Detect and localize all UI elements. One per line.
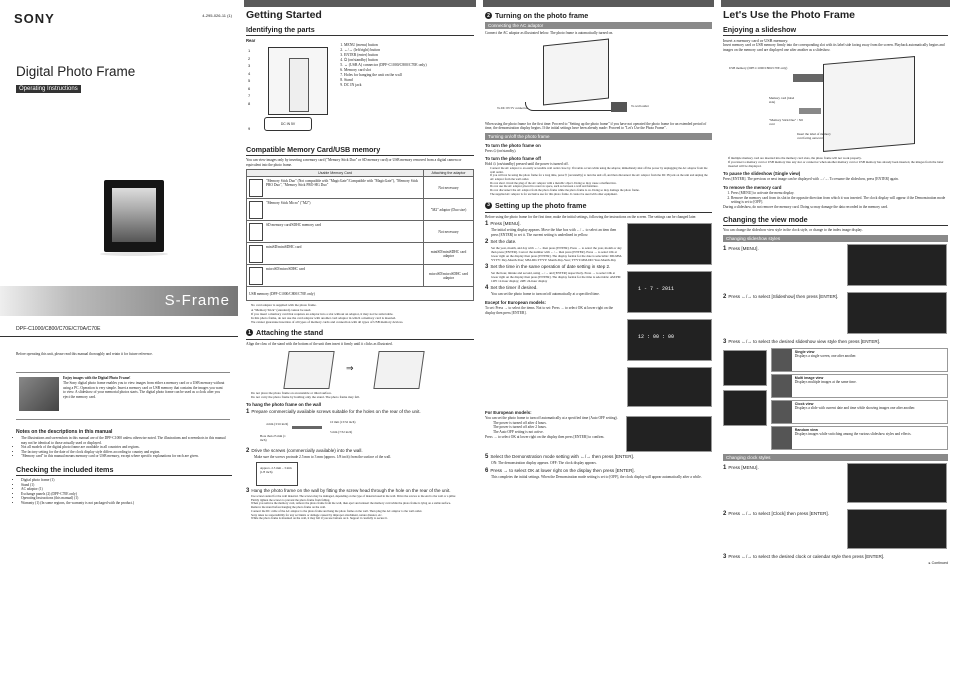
table-row bbox=[247, 265, 474, 287]
intro-text: Before operating this unit, please read this manual thoroughly and retain it for future reference. bbox=[16, 352, 153, 356]
callout-5: 5 bbox=[248, 78, 251, 84]
part-item: 9. DC IN jack bbox=[344, 83, 476, 88]
check-heading: Checking the included items bbox=[16, 464, 114, 474]
except-text: To set: Press → to select the items. Not to set: Press → to select OK at lower right on the display then press [ENTER]. bbox=[485, 305, 614, 315]
compat-intro: You can view images only by inserting a memory card ("Memory Stick Duo" or SD memory card) or USB memory removed from a digital camera or equivalent into the photo frame. bbox=[246, 158, 462, 167]
clock-step-1: 1 Press [MENU]. bbox=[723, 464, 759, 471]
parts-rule bbox=[246, 35, 474, 36]
note-item: • Do not short circuit the plug of the AC adaptor with a metallic object. Doing so may cause a malfunction. bbox=[490, 182, 712, 186]
callout-8: 8 bbox=[248, 100, 251, 106]
on-heading: To turn the photo frame on bbox=[485, 142, 541, 148]
table-header: Usable Memory Card bbox=[247, 170, 424, 177]
table-row bbox=[247, 221, 474, 243]
ac-text: Connect the AC adaptor as illustrated below. The photo frame is automatically turned on. bbox=[485, 31, 614, 35]
screw-label: 10 mm (13/32 inch) bbox=[330, 420, 356, 425]
pause-text: Press [ENTER]. The previous or next image can be displayed with ←/→. To resume the slideshow, press [ENTER] again. bbox=[723, 177, 899, 182]
note-item: • Connect the DC cable of the AC adaptor to the photo frame and hang the photo frame on the wall. Then plug the AC adaptor to the wall outlet. bbox=[251, 510, 474, 514]
included-item: • Operating Instructions (this manual) (1) bbox=[21, 496, 232, 501]
off-text: Hold ⏻ (on/standby) pressed until the power is turned off. bbox=[485, 162, 569, 167]
remove-step: 1. Press [MENU] to activate the menu display. bbox=[731, 191, 948, 196]
frame-photo bbox=[112, 188, 156, 242]
wall-diagram bbox=[246, 460, 474, 486]
callout-7: 7 bbox=[248, 93, 251, 99]
setup-intro: Before using the photo frame for the first time, make the initial settings, following the instructions on the screen. The settings can be changed later. bbox=[485, 214, 697, 219]
menu-screen-1 bbox=[847, 244, 947, 286]
date-screen bbox=[627, 271, 712, 313]
compat-table bbox=[246, 169, 474, 301]
table-cell: "M2" adaptor (Duo size) bbox=[424, 199, 474, 221]
compat-heading: Compatible Memory Card/USB memory bbox=[246, 145, 381, 155]
setup-step-3: 3 Set the time in the same operation of date setting in step 2. bbox=[485, 264, 611, 271]
note-item: • Do not use the AC adaptor placed in a narrow space, such as between a wall and furniture. bbox=[490, 185, 712, 189]
mode-random-view bbox=[771, 426, 948, 450]
parts-list bbox=[336, 43, 476, 88]
stand-step-b bbox=[373, 351, 424, 389]
sony-logo: SONY bbox=[14, 11, 55, 26]
clock-step-2: 2 Press ←/→ to select [Clock] then press [ENTER]. bbox=[723, 510, 829, 517]
note-item: • Do not place the photo frame on an unstable or tilted surface. bbox=[251, 391, 474, 395]
auto-off-screen bbox=[626, 416, 712, 452]
insert-diagram bbox=[723, 52, 948, 156]
menu-screen bbox=[627, 223, 712, 265]
callout-2: 2 bbox=[248, 55, 251, 61]
insert-label: USB memory (DPF-C1000/C800/C70E only) bbox=[729, 66, 788, 71]
wall-step-2: 2 Drive the screws (commercially available) into the wall. bbox=[246, 448, 363, 455]
table-row bbox=[247, 177, 474, 199]
usage-title: Let's Use the Photo Frame bbox=[723, 9, 856, 21]
items-list bbox=[16, 478, 232, 506]
compat-rule bbox=[246, 155, 474, 156]
ac-adaptor-icon bbox=[611, 102, 627, 112]
note-item: • If you insert a memory card or USB memory into any slot or connector when another memory card or USB memory has already been inserted, the images from the latter inserted will be displayed. bbox=[728, 160, 948, 168]
mode-multi-view bbox=[771, 374, 948, 398]
setup-step-6-detail: This completes the initial settings. When the Demonstration mode setting is set to [OFF], the clock display will appear automatically after a while. bbox=[491, 474, 702, 479]
note-item: • If you insert a memory card that requires an adaptor into a slot without an adaptor, it may not be removable. bbox=[251, 312, 474, 316]
part-item: 3. ENTER (enter) button bbox=[344, 53, 476, 58]
remove-step: 2. Remove the memory card from its slot in the opposite direction from which it was inserted. The clock display will appear if the Demonstration mode setting is set to [OFF]. bbox=[731, 196, 948, 205]
setup-step-1-detail: The initial setting display appears. Move the blue box with ←/→ to select an item then press [ENTER] to set it. The current setting is underlined in yellow. bbox=[491, 228, 617, 237]
parts-heading: Identifying the parts bbox=[246, 25, 315, 34]
included-item: • Stand (1) bbox=[21, 483, 232, 488]
date-readout: 1 - 7 - 2011 bbox=[638, 286, 675, 293]
table-cell: microSD/microSDHC card bbox=[247, 265, 424, 287]
table-row bbox=[247, 243, 474, 265]
cover-divider bbox=[0, 336, 238, 337]
table-cell: Not necessary bbox=[424, 221, 474, 243]
stand-text: Align the claw of the stand with the bottom of the unit then insert it firmly until it clicks as illustrated. bbox=[246, 342, 393, 347]
included-item: • AC adaptor (1) bbox=[21, 487, 232, 492]
part-item: 6. Memory card slot bbox=[344, 68, 476, 73]
top-bar bbox=[244, 0, 476, 7]
style-screen bbox=[723, 350, 767, 386]
note-item: • When you remove the memory card, remove the photo frame from the wall, then eject and reinsert the memory card while the photo frame is lying on a stable surface. bbox=[251, 502, 474, 506]
photo-frame-illustration bbox=[104, 180, 164, 252]
slide-step-3: 3 Press ←/→ to select the desired slideshow view style then press [ENTER]. bbox=[723, 338, 881, 345]
continued-label: ▸ Continued bbox=[928, 560, 948, 565]
rear-diagram bbox=[246, 43, 474, 135]
parts-callout-numbers bbox=[248, 47, 250, 133]
part-item: 1. MENU (menu) button bbox=[344, 43, 476, 48]
rear-stand bbox=[289, 58, 309, 112]
part-item: 8. Stand bbox=[344, 78, 476, 83]
table-cell: "Memory Stick Micro" ("M2") bbox=[247, 199, 424, 221]
rear-label: Rear bbox=[246, 38, 256, 43]
table-cell: USB memory (DPF-C1000/C800/C70E only) bbox=[247, 287, 474, 301]
ac-label: To wall outlet bbox=[631, 103, 649, 108]
arrow-icon: ⇒ bbox=[346, 363, 354, 373]
pause-heading: To pause the slideshow (Single view) bbox=[723, 171, 801, 177]
slide-step-1: 1 Press [MENU]. bbox=[723, 245, 759, 252]
cover-title: Digital Photo Frame bbox=[16, 64, 136, 79]
notes-list bbox=[16, 436, 232, 459]
getting-started-title: Getting Started bbox=[246, 9, 322, 21]
note-item: • If you will not be using the photo frame for a long time, press ⏻ (on/standby) to turn the unit off, and then disconnect the AC adaptor from the DC IN jack on the unit and unplug the AC adaptor from the wall outlet. bbox=[490, 174, 712, 181]
frame-side-illustration bbox=[543, 38, 609, 105]
frame-stand-shadow bbox=[100, 252, 168, 256]
card-icon bbox=[249, 179, 263, 197]
step-number-icon: 2 bbox=[485, 12, 492, 19]
top-bar bbox=[721, 0, 950, 7]
stand-step-a bbox=[283, 351, 334, 389]
card-icon bbox=[249, 223, 263, 241]
getting-started-column bbox=[244, 0, 476, 677]
setup-step-5: 5 Select the Demonstration mode setting with ←/→ then press [ENTER]. bbox=[485, 454, 635, 461]
note-item: • The factory setting for the date of the clock display style differs according to country and region. bbox=[21, 450, 232, 455]
mode-desc: Displays multiple images at the same time. bbox=[794, 380, 857, 385]
insert-label: Insert the label of memory card facing outward bbox=[797, 132, 831, 141]
step-number-icon: 3 bbox=[485, 202, 492, 209]
table-row bbox=[247, 199, 474, 221]
table-cell: Not necessary bbox=[424, 177, 474, 199]
mode-name: Single view bbox=[794, 349, 815, 354]
stand-heading: 1 Attaching the stand bbox=[246, 328, 474, 337]
stand-rule bbox=[246, 339, 474, 340]
multi-view-icon bbox=[772, 375, 792, 397]
table-cell: microSD/microSDHC card adaptor bbox=[424, 265, 474, 287]
insert-label: Memory card (label side) bbox=[769, 96, 795, 105]
mode-single-view bbox=[771, 348, 948, 372]
slideshow-rule bbox=[723, 35, 948, 36]
note-item: • Sony takes no responsibility for any accidents or damage caused by improper attachment, nature disaster, etc. bbox=[251, 514, 474, 518]
screw-label: Bore than 25 mm (1 inch) bbox=[260, 434, 286, 443]
eu-after: Press → to select OK at lower right on the display then press [ENTER] to confirm. bbox=[485, 434, 605, 439]
eu-text: You can set the photo frame to turn off automatically at a specified time (Auto OFF setting). bbox=[485, 416, 618, 421]
slideshow-sub: Insert a memory card or USB memory. bbox=[723, 38, 789, 43]
card-icon bbox=[249, 245, 263, 263]
memory-card-icon bbox=[799, 108, 821, 114]
note-item: • Use screws suited for the wall material. The screws may be damaged, depending on the type of material used in the wall. Drive the screws to the end to the wall or a pillar. bbox=[251, 495, 474, 499]
remove-steps bbox=[723, 191, 948, 205]
screw-label: Approx. 2.5 mm – 3 mm (1/8 inch) bbox=[260, 466, 292, 474]
slideshow-styles-bar: Changing slideshow styles bbox=[723, 235, 948, 242]
note-item: • Connect the AC adaptor to an easily accessible wall outlet close by. If trouble occurs while using the adaptor, immediately shut off the power by unplugging the AC adaptor from the wall outlet. bbox=[490, 167, 712, 174]
sframe-banner bbox=[0, 286, 238, 316]
callout-1: 1 bbox=[248, 48, 251, 54]
mode-name: Random view bbox=[794, 427, 818, 432]
off-notes bbox=[485, 167, 712, 197]
wall-sub: Make sure the screws protrude 2.5 mm to 3 mm (approx. 1/8 inch) from the surface of the wall. bbox=[254, 455, 392, 460]
stand-illustration bbox=[246, 347, 474, 391]
screw-diagram bbox=[246, 416, 474, 446]
note-item: • While the photo frame is mounted on the wall, it may fall if you use buttons on it. Support it carefully to secure it. bbox=[251, 517, 474, 521]
part-item: 2. ←/→ (left/right) button bbox=[344, 48, 476, 53]
enjoy-text: The Sony digital photo frame enables you to view images from either a memory card or a USB memory without using a PC. Operation is very simple. Insert a memory card or USB memory that contains the images you want to view. A slideshow of your memorial photos starts. The digital photo frame can be used as a clock after you eject the memory card. bbox=[63, 381, 225, 399]
ac-note: When using the photo frame for the first time: Proceed to "Setting up the photo frame" if you have not operated the photo frame for an extended period of time, the demonstration display begins. If the initial settings have been already made: Proceed to "Let's Use the Photo Frame". bbox=[485, 121, 707, 131]
setup-rule bbox=[485, 212, 712, 213]
callout-9: 9 bbox=[248, 126, 251, 132]
stand-notes bbox=[246, 391, 474, 399]
part-item: 5. ↔ (USB A) connector (DPF-C1000/C800/C70E only) bbox=[344, 63, 476, 68]
mode-name: Multi image view bbox=[794, 375, 824, 380]
mode-desc: Displays images while switching among the various slideshow styles and effects. bbox=[794, 432, 912, 437]
usb-stick-icon bbox=[793, 74, 823, 82]
except-heading: Except for European models: bbox=[485, 299, 546, 305]
note-item: • Remove the stand before hanging the photo frame on the wall. bbox=[251, 506, 474, 510]
remove-heading: To remove the memory card bbox=[723, 184, 782, 190]
wall-heading: To hang the photo frame on the wall bbox=[246, 402, 322, 408]
view-mode-intro: You can change the slideshow view style in the clock style, or change to the index image display. bbox=[723, 228, 863, 233]
screw-shape bbox=[292, 426, 322, 429]
note-item: • "Memory card" in this manual means memory card or USB memory, except where specific explanations for each are given. bbox=[21, 454, 232, 459]
step-number-icon: 1 bbox=[246, 329, 253, 336]
note-item: • The illustrations and screenshots in this manual are of the DPF-C1000 unless otherwise noted. The illustrations and screenshots in this manual may not be identical to those actually used or displayed. bbox=[21, 436, 232, 445]
setup-step-1: 1 Press [MENU]. bbox=[485, 221, 521, 228]
eu-option: The power is turned off after 4 hours. bbox=[493, 420, 547, 425]
callout-6: 6 bbox=[248, 85, 251, 91]
note-item: • Do not disconnect the AC adaptor from the photo frame while the photo frame is on. Doing so may damage the photo frame. bbox=[490, 189, 712, 193]
view-mode-rule bbox=[723, 225, 948, 226]
clock-menu-screen-2 bbox=[847, 509, 947, 549]
check-rule bbox=[16, 475, 232, 476]
style-screen bbox=[723, 390, 767, 426]
compat-notes bbox=[246, 303, 474, 324]
screw-label: 4 mm (3/16 inch) bbox=[266, 422, 289, 427]
included-item: • Warranty (1) (In some regions, the warranty is not packaged with the product.) bbox=[21, 501, 232, 506]
model-numbers: DPF-C1000/C800/C70E/C70A/C70E bbox=[16, 326, 101, 332]
wall-step-1: 1 Prepare commercially available screws suitable for the holes on the rear of the unit. bbox=[246, 409, 421, 416]
menu-screen-2 bbox=[847, 292, 947, 334]
slideshow-notes bbox=[723, 156, 948, 168]
callout-4: 4 bbox=[248, 70, 251, 76]
note-item: • In this photo frame, do not use the card adaptor with another card adaptor in which a memory card is inserted. bbox=[251, 316, 474, 320]
slideshow-heading: Enjoying a slideshow bbox=[723, 25, 797, 34]
table-cell: SD memory card/SDHC memory card bbox=[247, 221, 424, 243]
setup-heading: 3 Setting up the photo frame bbox=[485, 201, 712, 210]
ac-label: To DC IN 5V connector bbox=[497, 105, 528, 110]
clock-styles-bar: Changing clock styles bbox=[723, 454, 948, 461]
view-mode-heading: Changing the view mode bbox=[723, 215, 808, 225]
card-icon bbox=[249, 267, 263, 285]
mode-name: Clock view bbox=[794, 401, 814, 406]
rear-unit-illustration bbox=[268, 47, 328, 115]
ac-bar: Connecting the AC adaptor bbox=[485, 22, 712, 29]
power-heading: 2 Turning on the photo frame bbox=[485, 11, 712, 20]
note-item: • We cannot guarantee insertion of all types of memory cards and connection with all types of USB memory devices. bbox=[251, 320, 474, 324]
note-item: • If multiple memory card are inserted into the memory card slots, the photo frame will not work properly. bbox=[728, 156, 948, 160]
random-view-icon bbox=[772, 427, 792, 449]
setup-step-6: 6 Press → to select OK at lower right on the display then press [ENTER]. bbox=[485, 467, 635, 474]
enjoy-thumbnail bbox=[19, 377, 59, 411]
insert-label: "Memory Stick Duo" / SD card bbox=[769, 118, 803, 127]
timer-screen bbox=[627, 367, 712, 407]
table-cell: miniSD/miniSDHC card adaptor bbox=[424, 243, 474, 265]
model-code: 4-295-026-11 (1) bbox=[202, 13, 232, 18]
included-item: • Digital photo frame (1) bbox=[21, 478, 232, 483]
note-item: • A "Memory Stick" (standard) cannot be used. bbox=[251, 308, 474, 312]
mode-clock-view bbox=[771, 400, 948, 424]
table-header: Attaching the adaptor bbox=[424, 170, 474, 177]
on-text: Press ⏻ (on/standby). bbox=[485, 148, 517, 153]
onoff-bar: Turning on/off the photo frame bbox=[485, 133, 712, 140]
setup-step-5-detail: ON: The demonstration display appears. OFF: The clock display appears. bbox=[491, 461, 597, 466]
eu-heading: For European models: bbox=[485, 410, 532, 416]
wall-step-3: 3 Hang the photo frame on the wall by fitting the screw head through the hole on the rear of the unit. bbox=[246, 488, 451, 494]
part-item: 4. ⏻ (on/standby) button bbox=[344, 58, 476, 63]
clock-view-icon bbox=[772, 401, 792, 423]
time-readout: 12 : 00 : 00 bbox=[638, 334, 675, 341]
slide-step-2: 2 Press ←/→ to select [Slideshow] then press [ENTER]. bbox=[723, 293, 839, 300]
mode-desc: Displays a single screen, one after another. bbox=[794, 354, 857, 359]
screw-label: 5 mm (7/32 inch) bbox=[330, 430, 353, 435]
note-item: • No card adaptor is supplied with the photo frame. bbox=[251, 303, 474, 307]
callout-3: 3 bbox=[248, 63, 251, 69]
slideshow-text: Insert memory card or USB memory firmly into the corresponding slot with its label side facing away from the screen. Playback automatically begins and images on the memory card are displayed one after another as a slideshow. bbox=[723, 43, 945, 52]
note-item: • Firmly tighten the screws to prevent the photo frame from falling. bbox=[251, 499, 474, 503]
table-cell: miniSD/miniSDHC card bbox=[247, 243, 424, 265]
setup-step-2: 2 Set the date. bbox=[485, 239, 517, 246]
eu-option: The power is turned off after 2 hours. bbox=[493, 425, 547, 430]
dcin-detail: DC IN 5V bbox=[264, 117, 312, 131]
notes-heading: Notes on the descriptions in this manual bbox=[16, 429, 113, 435]
note-item: • Not all models of the digital photo frame are available in all countries and regions. bbox=[21, 445, 232, 450]
note-item: • Do not carry the photo frame by holding only the stand. The photo frame may fall. bbox=[251, 395, 474, 399]
usage-column bbox=[721, 0, 950, 677]
clock-step-3: 3 Press ←/→ to select the desired clock or calendar style then press [ENTER]. bbox=[723, 553, 885, 560]
single-view-icon bbox=[772, 349, 792, 371]
table-row bbox=[247, 287, 474, 301]
mode-desc: Displays a slide with current date and time while showing images one after another. bbox=[794, 406, 916, 411]
setup-step-4: 4 Set the timer if desired. bbox=[485, 285, 538, 292]
enjoy-title: Enjoy images with the Digital Photo Frame! bbox=[63, 376, 131, 380]
enjoy-box bbox=[16, 372, 230, 420]
cover-column bbox=[0, 0, 238, 677]
note-item: • The supplied AC adaptor is for exclusive use for this photo frame. It cannot be used with other equipment. bbox=[490, 193, 712, 197]
table-cell: "Memory Stick Duo" (Not compatible with "MagicGate"/Compatible with "MagicGate"), "Memory Stick PRO Duo", "Memory Stick PRO-HG Duo" bbox=[247, 177, 424, 199]
part-item: 7. Holes for hanging the unit on the wall bbox=[344, 73, 476, 78]
off-heading: To turn the photo frame off bbox=[485, 156, 542, 162]
cover-subtitle: Operating Instructions bbox=[16, 85, 81, 93]
included-item: • Exchange panels (2) (DPF-C70E only) bbox=[21, 492, 232, 497]
ac-cable bbox=[525, 102, 616, 111]
wall-notes bbox=[246, 495, 474, 521]
ac-diagram bbox=[485, 36, 712, 122]
eu-option: The Auto OFF setting is not active. bbox=[493, 429, 544, 434]
clock-menu-screen-1 bbox=[847, 463, 947, 503]
top-bar bbox=[483, 0, 714, 7]
sframe-logo: S-Frame bbox=[164, 292, 230, 309]
setup-step-4-detail: You can set the photo frame to turn on/off automatically at a specified time. bbox=[491, 292, 600, 297]
setup-column bbox=[483, 0, 714, 677]
remove-note: During a slideshow, do not remove the memory card. Doing so may damage the data recorded in the memory card. bbox=[723, 204, 889, 209]
time-screen bbox=[627, 319, 712, 361]
card-icon bbox=[249, 201, 263, 219]
setup-step-2-detail: Set the year, month, and day with ←/→ then press [ENTER]. Press → to select the year, month or day then press [ENTER]. Correct the number with ←/→ then press [ENTER]. Press → to select OK at lower right on the display then press [ENTER]. The display format for the date is selectable: DD-MM-YYYY: Day-Month-Year; MM-DD-YYYY: Month-Day-Year; YYYY-MM-DD: Year-Month-Day bbox=[491, 246, 623, 263]
setup-step-3-detail: Set the hour, minute and second, using ←/→ and [ENTER] respectively. Press → to select OK at lower right on the display then press [ENTER]. The display format for the time is selectable: AM/PM 12H: 12-hour display; 24H: 24-hour display bbox=[491, 271, 621, 284]
